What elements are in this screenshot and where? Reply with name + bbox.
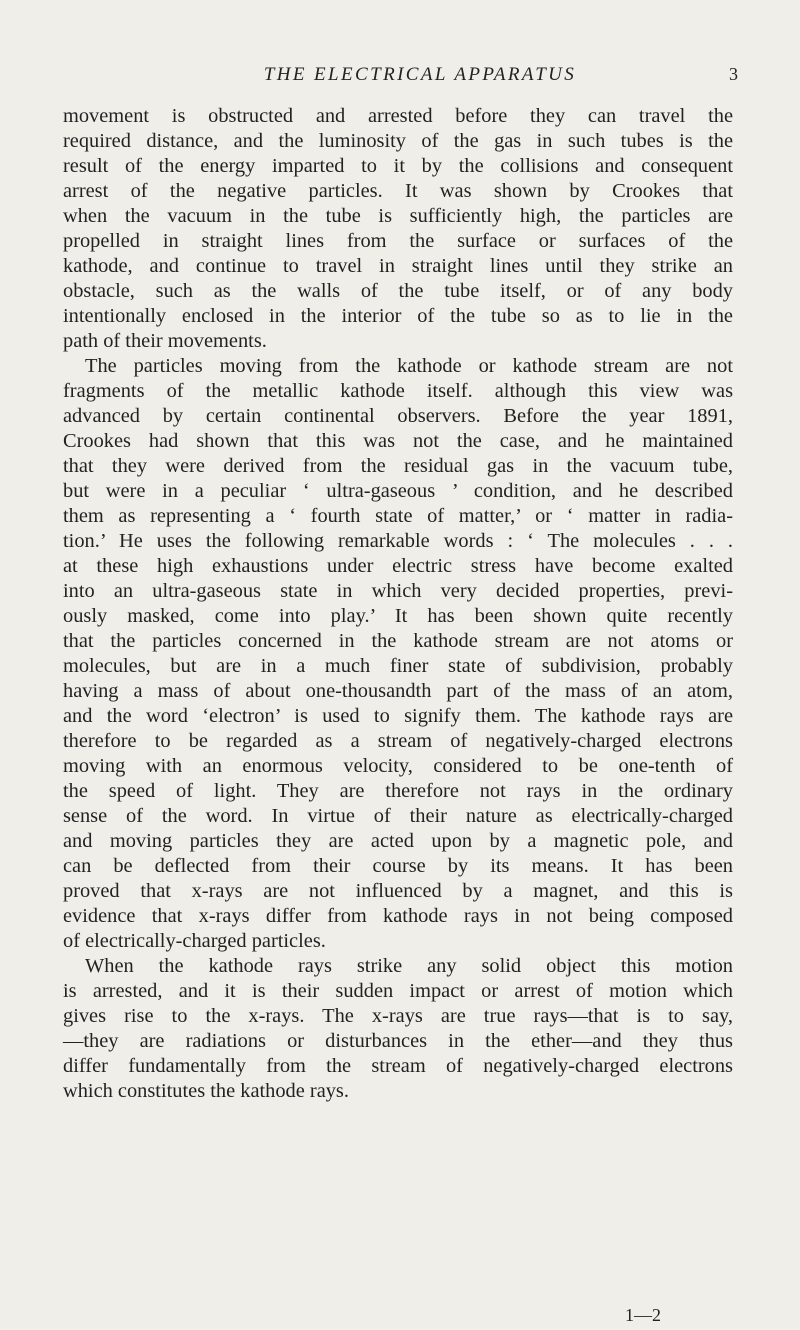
text-line: differ fundamentally from the stream of negatively-charged electrons xyxy=(63,1055,733,1077)
text-line: tion.’ He uses the following remarkable words : ‘ The molecules . . . xyxy=(63,530,733,552)
text-line: molecules, but are in a much finer state of subdivision, probably xyxy=(63,655,733,677)
text-line: arrest of the negative particles. It was shown by Crookes that xyxy=(63,180,733,202)
text-line: required distance, and the luminosity of the gas in such tubes is the xyxy=(63,130,733,152)
text-line: that they were derived from the residual gas in the vacuum tube, xyxy=(63,455,733,477)
text-line: propelled in straight lines from the surface or surfaces of the xyxy=(63,230,733,252)
text-line: therefore to be regarded as a stream of negatively-charged electrons xyxy=(63,730,733,752)
text-line: of electrically-charged particles. xyxy=(63,930,326,952)
body-text xyxy=(63,104,733,1104)
text-line: which constitutes the kathode rays. xyxy=(63,1080,349,1102)
text-line: and moving particles they are acted upon by a magnetic pole, and xyxy=(63,830,733,852)
text-line: gives rise to the x-rays. The x-rays are true rays—that is to say, xyxy=(63,1005,733,1027)
text-line: having a mass of about one-thousandth part of the mass of an atom, xyxy=(63,680,733,702)
text-line: at these high exhaustions under electric stress have become exalted xyxy=(63,555,733,577)
text-line: that the particles concerned in the kathode stream are not atoms or xyxy=(63,630,733,652)
text-line: into an ultra-gaseous state in which very decided properties, previ- xyxy=(63,580,733,602)
text-line: obstacle, such as the walls of the tube itself, or of any body xyxy=(63,280,733,302)
running-title: THE ELECTRICAL APPARATUS xyxy=(263,64,577,85)
text-line: sense of the word. In virtue of their nature as electrically-charged xyxy=(63,805,733,827)
text-line: when the vacuum in the tube is sufficiently high, the particles are xyxy=(63,205,733,227)
text-line: Crookes had shown that this was not the case, and he maintained xyxy=(63,430,733,452)
text-line: result of the energy imparted to it by the collisions and consequent xyxy=(63,155,733,177)
text-line: advanced by certain continental observers. Before the year 1891, xyxy=(63,405,733,427)
text-line: but were in a peculiar ‘ ultra-gaseous ’ condition, and he described xyxy=(63,480,733,502)
text-line: ously masked, come into play.’ It has been shown quite recently xyxy=(63,605,733,627)
text-line: can be deflected from their course by its means. It has been xyxy=(63,855,733,877)
text-line: fragments of the metallic kathode itself. although this view was xyxy=(63,380,733,402)
text-line: movement is obstructed and arrested before they can travel the xyxy=(63,105,733,127)
signature-mark: 1—2 xyxy=(625,1305,661,1325)
text-line: The particles moving from the kathode or kathode stream are not xyxy=(85,355,733,377)
text-line: proved that x-rays are not influenced by a magnet, and this is xyxy=(63,880,733,902)
text-line: them as representing a ‘ fourth state of matter,’ or ‘ matter in radia- xyxy=(63,505,733,527)
text-line: and the word ‘electron’ is used to signify them. The kathode rays are xyxy=(63,705,733,727)
text-line: intentionally enclosed in the interior of the tube so as to lie in the xyxy=(63,305,733,327)
text-line: the speed of light. They are therefore not rays in the ordinary xyxy=(63,780,733,802)
text-line: When the kathode rays strike any solid object this motion xyxy=(85,955,733,977)
page-number: 3 xyxy=(729,64,738,84)
text-line: is arrested, and it is their sudden impact or arrest of motion which xyxy=(63,980,733,1002)
text-line: —they are radiations or disturbances in the ether—and they thus xyxy=(63,1030,733,1052)
text-line: kathode, and continue to travel in straight lines until they strike an xyxy=(63,255,733,277)
text-line: path of their movements. xyxy=(63,330,267,352)
running-head xyxy=(0,64,800,90)
text-line: evidence that x-rays differ from kathode rays in not being composed xyxy=(63,905,733,927)
text-line: moving with an enormous velocity, considered to be one-tenth of xyxy=(63,755,733,777)
